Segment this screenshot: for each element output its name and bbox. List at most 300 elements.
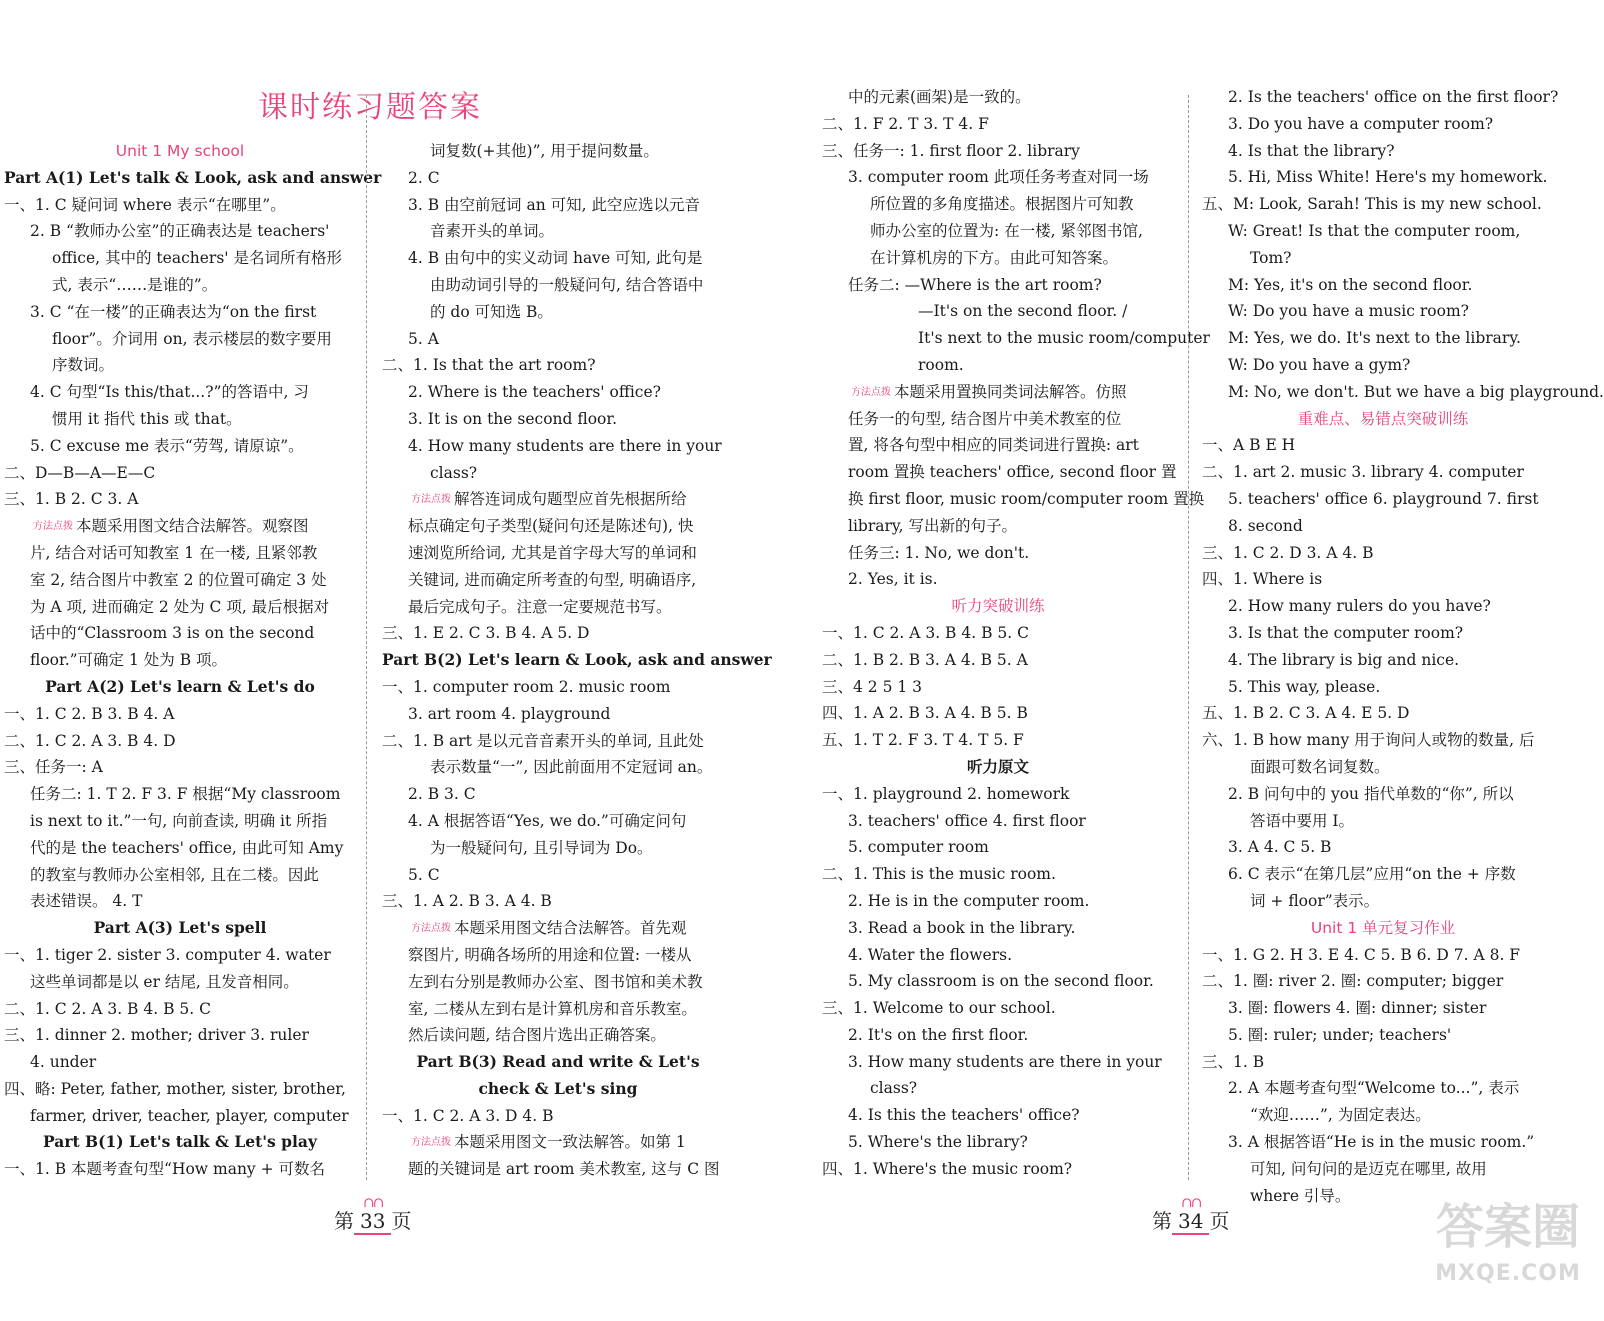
answer-text: 中的元素(画架)是一致的。 [848, 88, 1031, 106]
answer-text: 4. Is this the teachers' office? [848, 1106, 1080, 1125]
answer-line [1202, 593, 1564, 620]
answer-line [4, 888, 356, 915]
answer-line [822, 968, 1174, 995]
answer-line [1202, 191, 1564, 218]
answer-line [1202, 915, 1564, 942]
bunny-ears-icon: ∩∩ [362, 1195, 383, 1211]
answer-text: floor.”可确定 1 处为 B 项。 [30, 651, 228, 670]
answer-line [382, 808, 734, 835]
answer-text: 音素开头的单词。 [430, 222, 555, 241]
answer-text: 话中的“Classroom 3 is on the second [30, 624, 315, 643]
answer-line [1202, 540, 1564, 567]
answer-text: farmer, driver, teacher, player, computer [30, 1106, 349, 1125]
answer-text: 关键词, 进而确定所考查的句型, 明确语序, [408, 570, 697, 589]
answer-text: M: Yes, it's on the second floor. [1228, 275, 1473, 294]
answer-text: 五、1. T 2. F 3. T 4. T 5. F [822, 731, 1024, 750]
answer-text: Part B(1) Let's talk & Let's play [43, 1132, 317, 1152]
answer-line [822, 888, 1174, 915]
answer-text: 师办公室的位置为: 在一楼, 紧邻图书馆, [870, 221, 1143, 240]
page-number-value: 34 [1178, 1209, 1204, 1233]
bunny-ears-icon: ∩∩ [1180, 1195, 1201, 1211]
answer-line [1202, 942, 1564, 969]
method-tip-badge: 方法点拨 [411, 923, 451, 935]
answer-line [382, 567, 734, 594]
answer-text: 代的是 the teachers' office, 由此可知 Amy [30, 838, 344, 857]
answer-line [822, 834, 1174, 861]
answer-line [1202, 1022, 1564, 1049]
answer-text: 二、1. B 2. B 3. A 4. B 5. A [822, 650, 1028, 669]
answer-line [822, 754, 1174, 781]
answer-text: 3. A 根据答语“He is in the music room.” [1228, 1133, 1535, 1152]
answer-line [4, 326, 356, 353]
answer-text: 2. Where is the teachers' office? [408, 383, 661, 402]
answer-line [382, 888, 734, 915]
answer-text: 2. A 本题考查句型“Welcome to...”, 表示 [1228, 1079, 1520, 1098]
answer-text: 面跟可数名词复数。 [1250, 757, 1390, 776]
answer-text: 6. C 表示“在第几层”应用“on the + 序数 [1228, 865, 1516, 884]
answer-line [1202, 1049, 1564, 1076]
answer-line [822, 379, 1174, 406]
answer-line [822, 352, 1174, 379]
answer-text: 任务二: —Where is the art room? [848, 275, 1102, 294]
answer-text: 可知, 问句问的是迈克在哪里, 故用 [1250, 1159, 1487, 1178]
answer-text: 听力原文 [966, 756, 1029, 776]
answer-text: 序数词。 [52, 356, 115, 375]
answer-line [4, 1129, 356, 1156]
answer-line [382, 486, 734, 513]
answer-line [822, 513, 1174, 540]
answer-text: 解答连词成句题型应首先根据所给 [454, 490, 687, 509]
answer-text: library, 写出新的句子。 [848, 516, 1017, 535]
answer-line [382, 299, 734, 326]
answer-line [4, 701, 356, 728]
answer-text: 三、1. E 2. C 3. B 4. A 5. D [382, 624, 590, 643]
answer-line [1202, 861, 1564, 888]
answer-text: 置, 将各句型中相应的同类词进行置换: art [848, 436, 1139, 455]
answer-line [1202, 164, 1564, 191]
answer-text: 听力突破训练 [951, 597, 1045, 616]
answer-line [4, 1049, 356, 1076]
answer-text: 4. The library is big and nice. [1228, 650, 1460, 669]
answer-line [822, 700, 1174, 727]
answer-text: It's next to the music room/computer [918, 329, 1210, 348]
answer-text: 二、1. Is that the art room? [382, 356, 596, 375]
answer-line [1202, 727, 1564, 754]
answer-text: 2. B 问句中的 you 指代单数的“你”, 所以 [1228, 784, 1514, 803]
answer-text: Unit 1 My school [115, 142, 245, 160]
answer-line [4, 781, 356, 808]
answer-text: 2. Yes, it is. [848, 570, 938, 589]
answer-line [382, 1129, 734, 1156]
answer-text: 四、1. Where is [1202, 570, 1323, 589]
answer-text: 所位置的多角度描述。根据图片可知教 [870, 195, 1134, 214]
answer-text: 5. My classroom is on the second floor. [848, 972, 1154, 991]
answer-line [1202, 968, 1564, 995]
page-number-value: 33 [360, 1209, 386, 1233]
answer-text: 5. C excuse me 表示“劳驾, 请原谅”。 [30, 436, 304, 455]
answer-line [382, 862, 734, 889]
answer-text: 一、1. tiger 2. sister 3. computer 4. water [4, 945, 331, 964]
watermark-url: MXQE.COM [1435, 1261, 1581, 1286]
answer-line [822, 164, 1174, 191]
answer-text: 式, 表示“……是谁的”。 [52, 275, 218, 294]
answer-line [822, 1102, 1174, 1129]
column-4 [1202, 84, 1604, 1209]
answer-line [822, 84, 1174, 111]
answer-line [4, 406, 356, 433]
answer-line [822, 647, 1174, 674]
answer-text: 二、1. 圈: river 2. 圈: computer; bigger [1202, 972, 1504, 991]
answer-line [4, 1156, 356, 1183]
answer-text: 4. C 句型“Is this/that...?”的答语中, 习 [30, 383, 309, 402]
page-number-left [334, 1195, 412, 1235]
answer-text: class? [870, 1079, 918, 1098]
answer-text: 六、1. B how many 用于询问人或物的数量, 后 [1202, 731, 1535, 750]
method-tip-badge: 方法点拨 [851, 386, 891, 398]
answer-text: 三、1. dinner 2. mother; driver 3. ruler [4, 1026, 309, 1045]
answer-text: 的教室与教师办公室相邻, 且在二楼。因此 [30, 865, 319, 884]
answer-text: 三、1. A 2. B 3. A 4. B [382, 892, 552, 911]
answer-line [4, 594, 356, 621]
answer-line [1202, 754, 1564, 781]
answer-text: 4. B 由句中的实义动词 have 可知, 此句是 [408, 249, 703, 268]
answer-text: 2. How many rulers do you have? [1228, 597, 1491, 616]
answer-text: 这些单词都是以 er 结尾, 且发音相同。 [30, 972, 299, 991]
answer-text: 换 first floor, music room/computer room 置换 [848, 489, 1205, 508]
answer-text: 最后完成句子。注意一定要规范书写。 [408, 597, 672, 616]
answer-text: office, 其中的 teachers' 是名词所有格形 [52, 249, 342, 268]
answer-line [822, 218, 1174, 245]
answer-line [382, 942, 734, 969]
answer-text: 4. Water the flowers. [848, 945, 1012, 964]
answer-line [1202, 432, 1564, 459]
answer-text: 一、1. G 2. H 3. E 4. C 5. B 6. D 7. A 8. F [1202, 945, 1521, 964]
answer-line [4, 352, 356, 379]
answer-text: 答语中要用 I。 [1250, 811, 1355, 830]
answer-text: 标点确定句子类型(疑问句还是陈述句), 快 [408, 517, 694, 536]
answer-line [382, 1156, 734, 1183]
answer-line [1202, 218, 1564, 245]
answer-text: 3. It is on the second floor. [408, 409, 617, 428]
answer-line [382, 138, 734, 165]
answer-line [382, 620, 734, 647]
answer-text: 二、1. C 2. A 3. B 4. B 5. C [4, 999, 211, 1018]
answer-text: 本题采用图文结合法解答。首先观 [454, 919, 687, 938]
answer-line [822, 486, 1205, 513]
answer-text: 三、1. B 2. C 3. A [4, 490, 139, 509]
answer-line [1202, 513, 1564, 540]
answer-line [4, 218, 356, 245]
answer-text: 4. A 根据答语“Yes, we do.”可确定问句 [408, 811, 687, 830]
answer-text: 5. Where's the library? [848, 1133, 1028, 1152]
answer-line [4, 192, 356, 219]
answer-line [382, 433, 734, 460]
answer-text: 一、1. B 本题考查句型“How many + 可数名 [4, 1160, 326, 1179]
answer-line [4, 1076, 356, 1103]
answer-line [382, 460, 734, 487]
answer-line [1202, 808, 1564, 835]
answer-text: 在计算机房的下方。由此可知答案。 [870, 248, 1119, 267]
answer-line [822, 1156, 1174, 1183]
answer-text: 三、4 2 5 1 3 [822, 677, 923, 696]
watermark-logo: 答案圈 [1435, 1199, 1580, 1255]
answer-text: 为一般疑问句, 且引导词为 Do。 [430, 838, 653, 857]
answer-text: 3. computer room 此项任务考查对同一场 [848, 168, 1149, 187]
answer-line [382, 969, 734, 996]
method-tip-badge: 方法点拨 [33, 521, 73, 533]
answer-line [1202, 647, 1564, 674]
answer-text: “欢迎……”, 为固定表达。 [1250, 1106, 1431, 1125]
answer-text: 2. He is in the computer room. [848, 891, 1090, 910]
answer-text: 一、A B E H [1202, 436, 1296, 455]
answer-text: 三、1. B [1202, 1052, 1265, 1071]
answer-text: 3. Do you have a computer room? [1228, 114, 1494, 133]
answer-line [822, 245, 1174, 272]
answer-text: Part A(3) Let's spell [93, 918, 267, 938]
answer-line [822, 593, 1174, 620]
answer-text: 任务一的句型, 结合图片中美术教室的位 [848, 409, 1122, 428]
answer-text: Part A(2) Let's learn & Let's do [45, 676, 315, 696]
answer-line [4, 862, 356, 889]
answer-line [822, 191, 1174, 218]
answer-text: 3. 圈: flowers 4. 圈: dinner; sister [1228, 999, 1487, 1018]
method-tip-badge: 方法点拨 [411, 1137, 451, 1149]
answer-line [4, 433, 356, 460]
answer-text: 4. How many students are there in your [408, 436, 722, 455]
answer-line [1202, 781, 1564, 808]
answer-text: 任务三: 1. No, we don't. [848, 543, 1030, 562]
answer-line [822, 995, 1174, 1022]
answer-text: 3. Is that the computer room? [1228, 623, 1464, 642]
answer-text: 2. B “教师办公室”的正确表达是 teachers' [30, 222, 330, 241]
answer-line [382, 701, 734, 728]
answer-line [382, 1049, 734, 1076]
answer-line [382, 674, 734, 701]
answer-line [1202, 1075, 1564, 1102]
answer-text: Part A(1) Let's talk & Look, ask and answer [4, 167, 382, 187]
answer-line [822, 1075, 1174, 1102]
answer-line [4, 299, 356, 326]
answer-text: 2. B 3. C [408, 785, 476, 804]
column-divider [366, 95, 367, 1180]
answer-text: 为 A 项, 进而确定 2 处为 C 项, 最后根据对 [30, 597, 330, 616]
answer-line [4, 165, 382, 192]
answer-line [1202, 566, 1564, 593]
answer-text: 速浏览所给词, 尤其是首字母大写的单词和 [408, 543, 697, 562]
answer-text: 三、1. C 2. D 3. A 4. B [1202, 543, 1374, 562]
answer-line [4, 379, 356, 406]
answer-line [4, 138, 356, 165]
answer-text: 一、1. C 2. B 3. B 4. A [4, 704, 175, 723]
answer-line [4, 1022, 356, 1049]
answer-text: 察图片, 明确各场所的用途和位置: 一楼从 [408, 945, 692, 964]
answer-line [4, 460, 356, 487]
page-prefix: 第 [1152, 1209, 1172, 1233]
answer-text: 任务二: 1. T 2. F 3. F 根据“My classroom [30, 785, 341, 804]
answer-text: W: Do you have a gym? [1228, 355, 1411, 374]
answer-text: 5. 圈: ruler; under; teachers' [1228, 1025, 1452, 1044]
answer-line [382, 835, 734, 862]
answer-line [4, 620, 356, 647]
answer-line [4, 728, 356, 755]
answer-text: is next to it.”一句, 向前查读, 明确 it 所指 [30, 811, 328, 830]
answer-line [822, 808, 1174, 835]
answer-text: floor”。介词用 on, 表示楼层的数字要用 [52, 329, 332, 348]
answer-text: 5. computer room [848, 838, 989, 857]
answer-text: 2. C [408, 168, 440, 187]
answer-line [4, 996, 356, 1023]
page-suffix: 页 [391, 1209, 412, 1233]
answer-text: room. [918, 355, 964, 374]
answer-line [382, 245, 734, 272]
answer-line [1202, 1102, 1564, 1129]
answer-text: 三、任务一: A [4, 758, 103, 777]
answer-line [1202, 245, 1564, 272]
answer-line [822, 620, 1174, 647]
answer-text: 题的关键词是 art room 美术教室, 这与 C 图 [408, 1160, 720, 1179]
answer-line [822, 325, 1210, 352]
answer-line [822, 915, 1174, 942]
column-2 [382, 138, 772, 1183]
answer-text: 4. under [30, 1053, 97, 1072]
answer-text: 3. A 4. C 5. B [1228, 838, 1332, 857]
answer-text: Unit 1 单元复习作业 [1310, 918, 1456, 937]
answer-line [4, 540, 356, 567]
answer-text: 二、1. B art 是以元音音素开头的单词, 且此处 [382, 731, 704, 750]
answer-line [382, 379, 734, 406]
answer-text: 5. C [408, 865, 440, 884]
answer-text: M: No, we don't. But we have a big playground. [1228, 382, 1604, 401]
answer-text: 5. teachers' office 6. playground 7. first [1228, 489, 1539, 508]
answer-text: 2. It's on the first floor. [848, 1025, 1029, 1044]
answer-line [382, 165, 734, 192]
answer-line [822, 298, 1174, 325]
answer-line [4, 486, 356, 513]
answer-line [382, 915, 734, 942]
answer-line [1202, 379, 1604, 406]
answer-line [382, 754, 734, 781]
answer-text: 5. A [408, 329, 439, 348]
answer-line [1202, 138, 1564, 165]
answer-line [1202, 995, 1564, 1022]
answer-line [1202, 272, 1564, 299]
method-tip-badge: 方法点拨 [411, 494, 451, 506]
answer-text: 3. teachers' office 4. first floor [848, 811, 1086, 830]
answer-line [822, 781, 1174, 808]
answer-line [822, 432, 1174, 459]
answer-line [4, 674, 356, 701]
answer-text: W: Do you have a music room? [1228, 302, 1469, 321]
answer-text: 惯用 it 指代 this 或 that。 [52, 409, 242, 428]
watermark [1428, 1195, 1588, 1315]
answer-text: 词 + floor”表示。 [1250, 891, 1380, 910]
answer-line [382, 406, 734, 433]
answer-text: W: Great! Is that the computer room, [1228, 221, 1521, 240]
answer-line [822, 406, 1174, 433]
answer-text: class? [430, 463, 478, 482]
answer-text: 五、1. B 2. C 3. A 4. E 5. D [1202, 704, 1410, 723]
answer-line [1202, 620, 1564, 647]
answer-text: Part B(3) Read and write & Let's [416, 1052, 700, 1072]
answer-line [382, 326, 734, 353]
answer-text: 三、1. Welcome to our school. [822, 999, 1056, 1018]
answer-line [382, 781, 734, 808]
answer-line [822, 111, 1174, 138]
answer-text: M: Yes, we do. It's next to the library. [1228, 329, 1521, 348]
answer-text: 3. art room 4. playground [408, 704, 611, 723]
answer-line [4, 969, 356, 996]
answer-text: 片, 结合对话可知教室 1 在一楼, 且紧邻教 [30, 543, 318, 562]
answer-text: 3. How many students are there in your [848, 1052, 1162, 1071]
answer-text: 4. Is that the library? [1228, 141, 1395, 160]
page-title: 课时练习题答案 [258, 90, 482, 125]
answer-line [382, 728, 734, 755]
page-number [1172, 1195, 1209, 1235]
answer-text: 重难点、易错点突破训练 [1297, 409, 1469, 428]
answer-line [1202, 700, 1564, 727]
answer-text: room 置换 teachers' office, second floor 置 [848, 463, 1177, 482]
answer-line [382, 540, 734, 567]
answer-text: 3. B 由空前冠词 an 可知, 此空应选以元音 [408, 195, 700, 214]
answer-text: 室 2, 结合图片中教室 2 的位置可确定 3 处 [30, 570, 327, 589]
answer-text: 一、1. playground 2. homework [822, 784, 1070, 803]
answer-line [382, 192, 734, 219]
answer-text: 二、1. F 2. T 3. T 4. F [822, 114, 989, 133]
answer-line [4, 835, 356, 862]
answer-text: 表示数量“一”, 因此前面用不定冠词 an。 [430, 758, 713, 777]
answer-text: 室, 二楼从左到右是计算机房和音乐教室。 [408, 999, 697, 1018]
answer-text: 5. This way, please. [1228, 677, 1381, 696]
answer-line [1202, 834, 1564, 861]
answer-line [382, 352, 734, 379]
answer-line [1202, 325, 1564, 352]
column-1 [4, 138, 382, 1183]
answer-text: 二、1. art 2. music 3. library 4. computer [1202, 463, 1524, 482]
answer-text: 四、1. A 2. B 3. A 4. B 5. B [822, 704, 1028, 723]
answer-text: 5. Hi, Miss White! Here's my homework. [1228, 168, 1548, 187]
answer-line [822, 942, 1174, 969]
answer-line [822, 272, 1174, 299]
answer-line [822, 1129, 1174, 1156]
answer-line [822, 566, 1174, 593]
answer-line [1202, 84, 1564, 111]
answer-text: where 引导。 [1250, 1186, 1351, 1205]
answer-line [382, 218, 734, 245]
answer-line [4, 754, 356, 781]
answer-line [1202, 406, 1564, 433]
answer-text: 8. second [1228, 516, 1303, 535]
answer-line [4, 647, 356, 674]
answer-line [4, 245, 356, 272]
answer-text: 二、1. C 2. A 3. B 4. D [4, 731, 176, 750]
answer-line [382, 1022, 734, 1049]
answer-line [4, 942, 356, 969]
answer-text: 二、1. This is the music room. [822, 865, 1056, 884]
answer-text: 四、1. Where's the music room? [822, 1159, 1073, 1178]
answer-line [4, 915, 356, 942]
answer-line [1202, 352, 1564, 379]
answer-text: —It's on the second floor. / [918, 302, 1128, 321]
answer-text: 五、M: Look, Sarah! This is my new school. [1202, 195, 1542, 214]
page-suffix: 页 [1209, 1209, 1230, 1233]
column-divider [1188, 95, 1189, 1180]
answer-text: 二、D—B—A—E—C [4, 463, 156, 482]
answer-text: 词复数(+其他)”, 用于提问数量。 [430, 142, 659, 160]
answer-text: 2. Is the teachers' office on the first floor? [1228, 88, 1559, 106]
answer-text: Part B(2) Let's learn & Look, ask and answer [382, 650, 772, 670]
answer-text: 表述错误。 4. T [30, 892, 143, 911]
answer-line [4, 513, 356, 540]
